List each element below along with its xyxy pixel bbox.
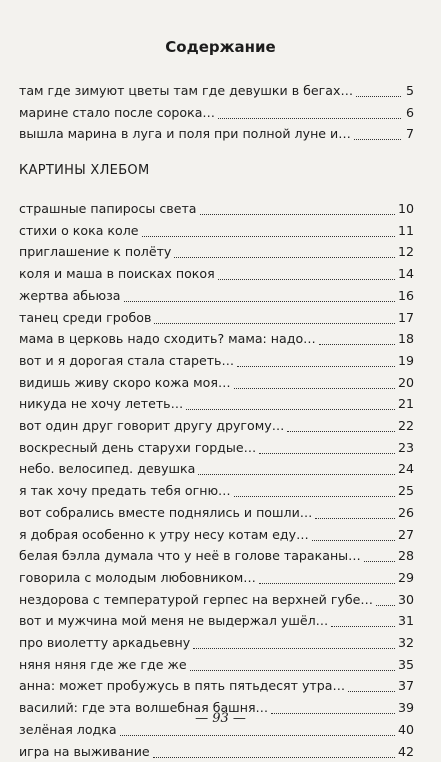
toc-entry-page: 23 (397, 439, 414, 455)
toc-entry-title: вот и мужчина мой меня не выдержал ушёл… (19, 613, 329, 629)
dot-leader (142, 236, 395, 237)
toc-entry-title: я так хочу предать тебя огню… (19, 483, 231, 499)
toc-entry-page: 24 (397, 461, 414, 477)
toc-entry (19, 613, 414, 631)
toc-entry (19, 440, 414, 458)
dot-leader (287, 431, 395, 432)
toc-entry (19, 126, 414, 144)
dot-leader (218, 118, 401, 119)
toc-entry-title: никуда не хочу лететь… (19, 396, 184, 412)
dot-leader (356, 96, 401, 97)
toc-entry-page: 19 (397, 352, 414, 368)
toc-entry-title: нездорова с температурой герпес на верхней губе… (19, 591, 374, 607)
dot-leader (331, 626, 395, 627)
toc-entry-page: 39 (397, 700, 414, 716)
toc-entry-page: 35 (397, 656, 414, 672)
toc-entry-title: воскресный день старухи гордые… (19, 439, 257, 455)
toc-entry-title: вышла марина в луга и поля при полной луне и… (19, 126, 351, 141)
dot-leader (348, 691, 395, 692)
toc-entry (19, 105, 414, 123)
toc-entry-page: 26 (397, 504, 414, 520)
toc-entry-title: коля и маша в поисках покоя (19, 266, 215, 282)
toc-entry (19, 678, 414, 696)
toc-entry (19, 505, 414, 523)
toc-entry-page: 12 (397, 244, 414, 260)
toc-entry-page: 31 (397, 613, 414, 629)
toc-entry (19, 548, 414, 566)
toc-entry-page: 42 (397, 743, 414, 759)
toc-entry-page: 22 (397, 418, 414, 433)
dot-leader (124, 301, 395, 302)
toc-entry-page: 11 (397, 222, 414, 238)
toc-entry-title: я добрая особенно к утру несу котам еду… (19, 526, 309, 542)
toc-entry-title: жертва абьюза (19, 287, 121, 303)
toc-entry-title: игра на выживание (19, 743, 150, 759)
dot-leader (259, 583, 395, 584)
toc-entry-title: приглашение к полёту (19, 244, 172, 260)
toc-entry (19, 744, 414, 762)
toc-entry-page: 7 (405, 126, 414, 141)
toc-entry-title: говорила с молодым любовником… (19, 569, 256, 585)
toc-entry (19, 396, 414, 414)
toc-entry-title: белая бэлла думала что у неё в голове тараканы… (19, 548, 361, 564)
toc-entry (19, 266, 414, 284)
toc-entry-page: 17 (397, 309, 414, 325)
dot-leader (319, 344, 395, 345)
toc-entry (19, 635, 414, 653)
dot-leader (364, 561, 395, 562)
toc-entry (19, 244, 414, 262)
toc-entry-page: 20 (397, 374, 414, 390)
toc-entry (19, 657, 414, 675)
toc-entry-title: страшные папиросы света (19, 201, 197, 216)
toc-entry (19, 310, 414, 328)
toc-entry-title: няня няня где же где же (19, 656, 187, 672)
dot-leader (186, 409, 395, 410)
toc-entry-page: 29 (397, 569, 414, 585)
dot-leader (312, 540, 395, 541)
toc-entry-page: 18 (397, 331, 414, 347)
toc-entry (19, 483, 414, 501)
toc-entry-page: 37 (397, 678, 414, 694)
toc-entry-page: 40 (397, 721, 414, 737)
dot-leader (315, 518, 395, 519)
toc-entry (19, 223, 414, 241)
toc-entry (19, 461, 414, 479)
toc-entry-title: небо. велосипед. девушка (19, 461, 196, 477)
toc-entry-title: вот и я дорогая стала стареть… (19, 352, 235, 368)
toc-entry-title: стихи о кока коле (19, 222, 139, 238)
toc-entry (19, 83, 414, 101)
toc-entry-page: 5 (405, 83, 414, 98)
toc-entry-page: 27 (397, 526, 414, 542)
toc-entry (19, 592, 414, 610)
toc-entry (19, 570, 414, 588)
toc-entry-page: 30 (397, 591, 414, 607)
dot-leader (259, 453, 395, 454)
toc-entry (19, 527, 414, 545)
toc-entry-title: танец среди гробов (19, 309, 152, 325)
dot-leader (200, 214, 395, 215)
toc-entry-page: 10 (397, 201, 414, 216)
toc-entry-page: 14 (397, 266, 414, 282)
toc-entry (19, 201, 414, 219)
dot-leader (234, 496, 395, 497)
toc-entry-title: марине стало после сорока… (19, 104, 216, 120)
toc-entry-title: василий: где эта волшебная башня… (19, 700, 269, 716)
dot-leader (237, 366, 395, 367)
dot-leader (354, 139, 401, 140)
toc-entry-title: вот один друг говорит другу другому… (19, 418, 285, 433)
toc-entry-title: вот собрались вместе поднялись и пошли… (19, 504, 313, 520)
toc-entry-page: 25 (397, 483, 414, 499)
dot-leader (174, 257, 395, 258)
toc-entry (19, 418, 414, 436)
page-number: — 93 — (195, 711, 246, 726)
dot-leader (234, 388, 395, 389)
dot-leader (376, 605, 395, 606)
toc-entry (19, 288, 414, 306)
toc-entry (19, 353, 414, 371)
section-heading: КАРТИНЫ ХЛЕБОМ (19, 163, 150, 178)
dot-leader (198, 474, 395, 475)
toc-entry-page: 21 (397, 396, 414, 412)
dot-leader (193, 648, 395, 649)
dot-leader (120, 735, 395, 736)
dot-leader (218, 279, 395, 280)
toc-entry (19, 375, 414, 393)
toc-entry-title: мама в церковь надо сходить? мама: надо… (19, 331, 316, 347)
toc-entry-title: там где зимуют цветы там где девушки в бегах… (19, 83, 354, 98)
dot-leader (190, 670, 395, 671)
toc-entry-page: 16 (397, 287, 414, 303)
toc-entry-title: зелёная лодка (19, 721, 117, 737)
dot-leader (153, 757, 395, 758)
dot-leader (154, 323, 395, 324)
toc-entry-title: видишь живу скоро кожа моя… (19, 374, 231, 390)
toc-entry-page: 32 (397, 635, 414, 650)
toc-entry (19, 331, 414, 349)
toc-entry-page: 6 (405, 104, 414, 120)
toc-entry-page: 28 (397, 548, 414, 564)
toc-entry-title: про виолетту аркадьевну (19, 635, 191, 650)
page-title: Содержание (165, 38, 276, 56)
toc-entry-title: анна: может пробужусь в пять пятьдесят утра… (19, 678, 346, 694)
